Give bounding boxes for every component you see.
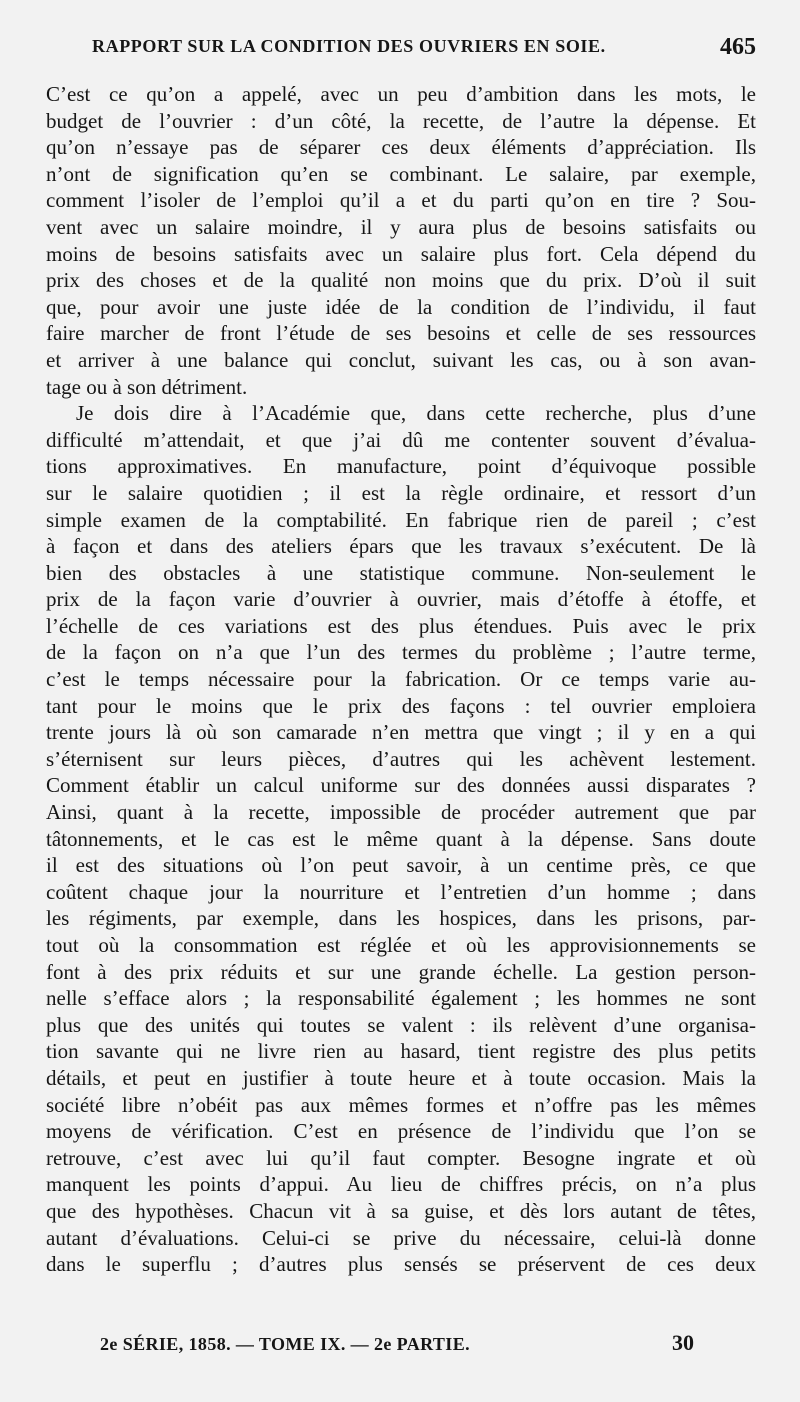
text-line: nelle s’efface alors ; la responsabilité également ; les hommes ne sont <box>46 986 756 1011</box>
text-line: qu’on n’essaye pas de séparer ces deux éléments d’appréciation. Ils <box>46 135 756 160</box>
text-line: coûtent chaque jour la nourriture et l’entretien d’un homme ; dans <box>46 879 756 904</box>
text-line: comment l’isoler de l’emploi qu’il a et du parti qu’on en tire ? Sou- <box>46 188 756 213</box>
text-line: tion savante qui ne livre rien au hasard, tient registre des plus petits <box>46 1039 756 1064</box>
text-line: les régiments, par exemple, dans les hospices, dans les prisons, par- <box>46 906 756 931</box>
text-line: tâtonnements, et le cas est le même quant à la dépense. Sans doute <box>46 826 756 851</box>
page-footer <box>100 1330 694 1364</box>
text-line: difficulté m’attendait, et que j’ai dû me contenter souvent d’évalua- <box>46 427 756 452</box>
text-line: bien des obstacles à une statistique commune. Non-seulement le <box>46 560 756 585</box>
text-line: faire marcher de front l’étude de ses besoins et celle de ses ressources <box>46 321 756 346</box>
text-line: tage ou à son détriment. <box>46 374 248 399</box>
text-line: trente jours là où son camarade n’en mettra que vingt ; il y en a qui <box>46 720 756 745</box>
text-line: tions approximatives. En manufacture, point d’équivoque possible <box>46 454 756 479</box>
text-line: manquent les points d’appui. Au lieu de chiffres précis, on n’a plus <box>46 1172 756 1197</box>
body-text <box>46 81 756 1278</box>
signature-mark: 2e SÉRIE, 1858. — TOME IX. — 2e PARTIE. <box>100 1334 471 1354</box>
text-line: n’ont de signification qu’en se combinant. Le salaire, par exemple, <box>46 161 756 186</box>
text-line: simple examen de la comptabilité. En fabrique rien de pareil ; c’est <box>46 507 756 532</box>
page-header <box>92 36 756 68</box>
text-line: Comment établir un calcul uniforme sur des données aussi disparates ? <box>46 773 756 798</box>
text-line: que, pour avoir une juste idée de la condition de l’individu, il faut <box>46 294 756 319</box>
text-line: budget de l’ouvrier : d’un côté, la recette, de l’autre la dépense. Et <box>46 108 756 133</box>
signature-number: 30 <box>672 1330 694 1355</box>
text-line: retrouve, c’est avec lui qu’il faut compter. Besogne ingrate et où <box>46 1145 756 1170</box>
text-line: prix de la façon varie d’ouvrier à ouvrier, mais d’étoffe à étoffe, et <box>46 587 756 612</box>
text-line: autant d’évaluations. Celui-ci se prive du nécessaire, celui-là donne <box>46 1225 756 1250</box>
text-line: société libre n’obéit pas aux mêmes formes et n’offre pas les mêmes <box>46 1092 756 1117</box>
text-line: moyens de vérification. C’est en présence de l’individu que l’on se <box>46 1119 756 1144</box>
text-line: de la façon on n’a que l’un des termes du problème ; l’autre terme, <box>46 640 756 665</box>
page-number: 465 <box>720 34 756 60</box>
text-line: détails, et peut en justifier à toute heure et à toute occasion. Mais la <box>46 1065 756 1090</box>
text-line: il est des situations où l’on peut savoir, à un centime près, ce que <box>46 853 756 878</box>
text-line: que des hypothèses. Chacun vit à sa guise, et dès lors autant de têtes, <box>46 1198 756 1223</box>
paragraph-start-line: Je dois dire à l’Académie que, dans cette recherche, plus d’une <box>76 401 756 426</box>
text-line: à façon et dans des ateliers épars que les travaux s’exécutent. De là <box>46 534 756 559</box>
text-line: s’éternisent sur leurs pièces, d’autres qui les achèvent lestement. <box>46 746 756 771</box>
text-line: moins de besoins satisfaits avec un salaire plus fort. Cela dépend du <box>46 241 756 266</box>
text-line: vent avec un salaire moindre, il y aura plus de besoins satisfaits ou <box>46 214 756 239</box>
running-head: RAPPORT SUR LA CONDITION DES OUVRIERS EN SOIE. <box>92 36 606 56</box>
text-line: tant pour le moins que le prix des façons : tel ouvrier emploiera <box>46 693 756 718</box>
text-line: font à des prix réduits et sur une grande échelle. La gestion person- <box>46 959 756 984</box>
text-line: prix des choses et de la qualité non moins que du prix. D’où il suit <box>46 268 756 293</box>
text-line: et arriver à une balance qui conclut, suivant les cas, ou à son avan- <box>46 347 756 372</box>
text-line: Ainsi, quant à la recette, impossible de procéder autrement que par <box>46 800 756 825</box>
text-line: tout où la consommation est réglée et où les approvisionnements se <box>46 933 756 957</box>
text-line: plus que des unités qui toutes se valent : ils relèvent d’une organisa- <box>46 1012 756 1037</box>
text-line: dans le superflu ; d’autres plus sensés se préservent de ces deux <box>46 1252 756 1277</box>
text-line: l’échelle de ces variations est des plus étendues. Puis avec le prix <box>46 613 756 638</box>
text-line: sur le salaire quotidien ; il est la règle ordinaire, et ressort d’un <box>46 480 756 505</box>
text-line: C’est ce qu’on a appelé, avec un peu d’ambition dans les mots, le <box>46 82 756 106</box>
text-line: c’est le temps nécessaire pour la fabrication. Or ce temps varie au- <box>46 667 756 692</box>
